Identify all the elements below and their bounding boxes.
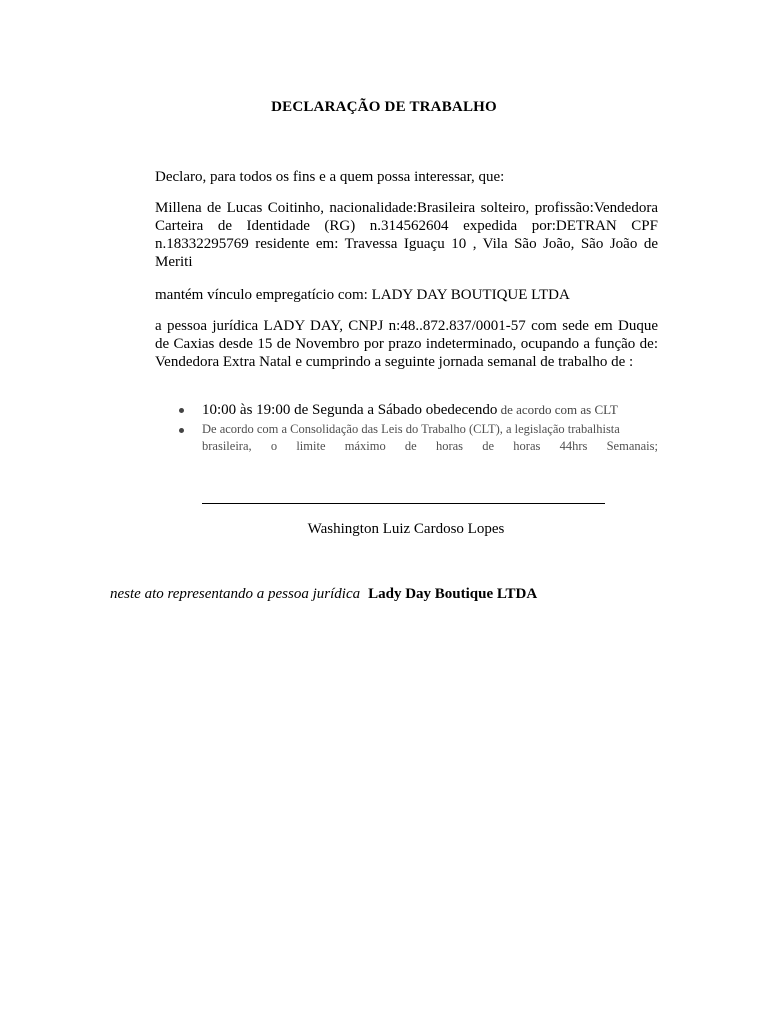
clt-text-line-2: brasileira, o limite máximo de horas de horas 44hrs Semanais; (202, 439, 658, 453)
schedule-main-text: 10:00 às 19:00 de Segunda a Sábado obedecendo (202, 402, 498, 418)
identification-paragraph: Millena de Lucas Coitinho, nacionalidade:Brasileira solteiro, profissão:Vendedora Carteira de Identidade (RG) n.314562604 expedida por:DETRAN CPF n.18332295769 residente em: Travessa Iguaçu 10 , Vila São João, São João de Meriti (155, 200, 658, 270)
bullet-icon (179, 428, 184, 433)
intro-paragraph: Declaro, para todos os fins e a quem possa interessar, que: (155, 169, 505, 185)
representation-label: neste ato representando a pessoa jurídica (110, 586, 361, 602)
clt-text-line-1: De acordo com a Consolidação das Leis do Trabalho (CLT), a legislação trabalhista (202, 422, 620, 436)
representation-company: Lady Day Boutique LTDA (368, 586, 538, 602)
representation-line (110, 586, 537, 603)
list-item (155, 401, 658, 419)
signature-line (202, 503, 605, 504)
list-item (155, 421, 658, 455)
document-title: DECLARAÇÃO DE TRABALHO (271, 99, 497, 115)
signatory-name: Washington Luiz Cardoso Lopes (307, 521, 505, 537)
schedule-note-text: de acordo com as CLT (497, 402, 618, 417)
schedule-list (155, 401, 658, 455)
employment-paragraph: mantém vínculo empregatício com: LADY DAY BOUTIQUE LTDA (155, 287, 570, 303)
company-details-paragraph: a pessoa jurídica LADY DAY, CNPJ n:48..872.837/0001-57 com sede em Duque de Caxias desde 15 de Novembro por prazo indeterminado, ocupando a função de: Vendedora Extra Natal e cumprindo a seguinte jornada semanal de trabalho de : (155, 318, 658, 370)
bullet-icon (179, 408, 184, 413)
